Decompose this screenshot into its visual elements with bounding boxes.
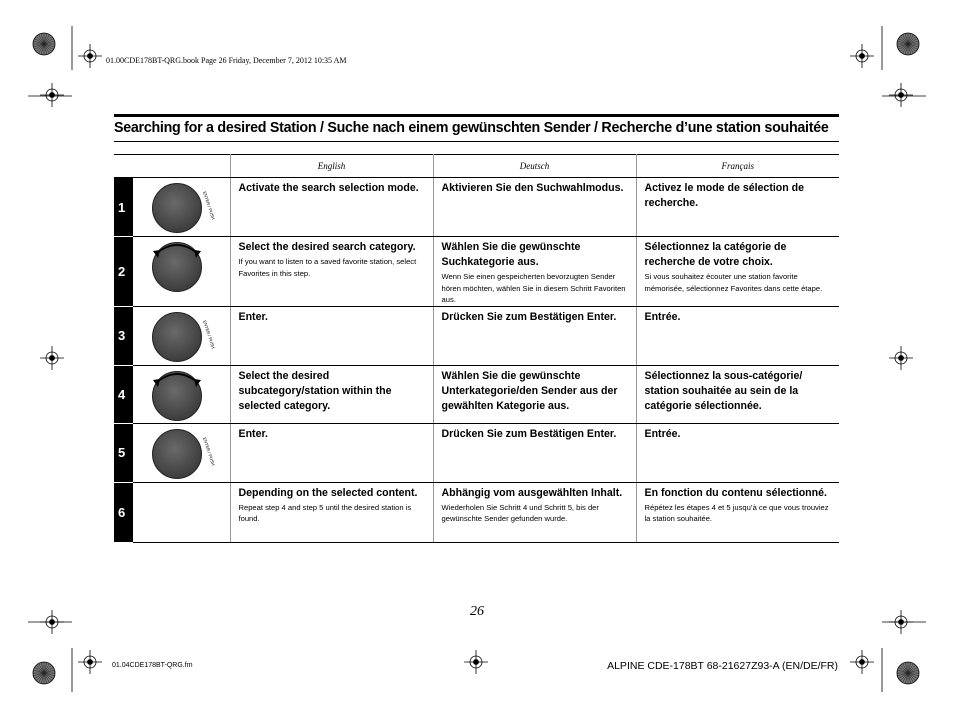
step-instruction: Activez le mode de sélection de recherche. xyxy=(644,182,805,209)
step-text-fr xyxy=(636,237,839,307)
step-instruction: Sélectionnez la sous-catégorie/ station souhaitée au sein de la catégorie sélectionnée. xyxy=(644,369,803,412)
step-text-en xyxy=(230,306,433,365)
step-instruction: Drücken Sie zum Bestätigen Enter. xyxy=(441,427,617,440)
registration-target-icon xyxy=(850,44,874,68)
header-num-cell xyxy=(114,155,133,178)
registration-target-icon xyxy=(464,650,488,674)
step-instruction: Enter. xyxy=(238,427,268,440)
column-header-francais: Français xyxy=(636,155,839,178)
step-text-de xyxy=(433,178,636,237)
registration-target-icon xyxy=(78,650,102,674)
step-text-fr xyxy=(636,178,839,237)
step-instruction: Sélectionnez la catégorie de recherche de votre choix. xyxy=(644,241,787,268)
step-text-en xyxy=(230,482,433,542)
step-note: Wenn Sie einen gespeicherten bevorzugten Sender hören möchten, wählen Sie in diesem Schritt Favoriten aus. xyxy=(441,272,626,304)
step-text-de xyxy=(433,423,636,482)
step-illustration xyxy=(133,423,230,482)
rotary-knob-press-icon xyxy=(147,311,219,363)
page-title: Searching for a desired Station / Suche nach einem gewünschten Sender / Recherche d’une station souhaitée xyxy=(114,119,829,136)
step-instruction: Select the desired search category. xyxy=(238,241,416,253)
step-instruction: Entrée. xyxy=(644,310,681,323)
color-registration-icon xyxy=(897,33,919,55)
rotary-knob-rotate-icon xyxy=(147,370,219,422)
column-header-english: English xyxy=(230,155,433,178)
step-note: Si vous souhaitez écouter une station favorite mémorisée, sélectionnez Favorites dans cette étape. xyxy=(644,272,823,293)
footer-filename: 01.04CDE178BT-QRG.fm xyxy=(112,662,193,669)
step-illustration xyxy=(133,365,230,423)
title-rule-bottom xyxy=(114,141,839,142)
step-instruction: Wählen Sie die gewünschte Suchkategorie aus. xyxy=(441,241,581,268)
step-text-en xyxy=(230,237,433,307)
knob-label: ENTER / PUSH xyxy=(202,319,216,349)
registration-target-icon xyxy=(78,44,102,68)
step-instruction: Select the desired subcategory/station within the selected category. xyxy=(238,369,392,412)
step-number: 5 xyxy=(114,423,133,482)
registration-target-icon xyxy=(889,83,913,107)
step-number: 4 xyxy=(114,365,133,423)
file-header: 01.00CDE178BT-QRG.book Page 26 Friday, December 7, 2012 10:35 AM xyxy=(106,56,347,65)
rotary-knob-press-icon xyxy=(147,182,219,234)
step-instruction: Depending on the selected content. xyxy=(238,486,418,499)
registration-target-icon xyxy=(40,83,64,107)
step-illustration xyxy=(133,237,230,307)
step-number: 6 xyxy=(114,482,133,542)
step-instruction: Abhängig vom ausgewählten Inhalt. xyxy=(441,486,623,499)
step-text-en xyxy=(230,365,433,423)
step-note: Wiederholen Sie Schritt 4 und Schritt 5, bis der gewünschte Sender gefunden wurde. xyxy=(441,502,599,523)
step-row xyxy=(114,237,839,307)
step-text-en xyxy=(230,423,433,482)
column-header-deutsch: Deutsch xyxy=(433,155,636,178)
knob-label: ENTER / PUSH xyxy=(202,436,216,466)
footer-product-code: ALPINE CDE-178BT 68-21627Z93-A (EN/DE/FR) xyxy=(607,660,838,672)
rotary-knob-rotate-icon xyxy=(147,241,219,293)
step-row xyxy=(114,482,839,542)
step-instruction: Enter. xyxy=(238,310,268,323)
step-number: 1 xyxy=(114,178,133,237)
step-instruction: Drücken Sie zum Bestätigen Enter. xyxy=(441,310,617,323)
registration-target-icon xyxy=(850,650,874,674)
step-number: 3 xyxy=(114,306,133,365)
steps-table xyxy=(114,154,839,543)
step-text-en xyxy=(230,178,433,237)
color-registration-icon xyxy=(33,33,55,55)
step-text-fr xyxy=(636,365,839,423)
step-number: 2 xyxy=(114,237,133,307)
step-row xyxy=(114,423,839,482)
header-image-cell xyxy=(133,155,230,178)
step-text-fr xyxy=(636,482,839,542)
color-registration-icon xyxy=(897,662,919,684)
step-row xyxy=(114,178,839,237)
step-text-fr xyxy=(636,306,839,365)
step-instruction: Wählen Sie die gewünschte Unterkategorie/den Sender aus der gewählten Kategorie aus. xyxy=(441,369,618,412)
rotary-knob-press-icon xyxy=(147,428,219,480)
step-instruction: En fonction du contenu sélectionné. xyxy=(644,486,827,499)
table-header-row xyxy=(114,155,839,178)
step-text-de xyxy=(433,306,636,365)
step-note: Repeat step 4 and step 5 until the desired station is found. xyxy=(238,502,412,523)
step-illustration xyxy=(133,482,230,542)
step-row xyxy=(114,306,839,365)
step-instruction: Aktivieren Sie den Suchwahlmodus. xyxy=(441,182,624,194)
step-illustration xyxy=(133,178,230,237)
step-text-de xyxy=(433,237,636,307)
step-illustration xyxy=(133,306,230,365)
page-number: 26 xyxy=(470,604,484,619)
knob-label: ENTER / PUSH xyxy=(202,190,216,221)
step-text-de xyxy=(433,482,636,542)
registration-target-icon xyxy=(40,346,64,370)
color-registration-icon xyxy=(33,662,55,684)
step-note: If you want to listen to a saved favorite station, select Favorites in this step. xyxy=(238,257,417,278)
step-instruction: Activate the search selection mode. xyxy=(238,182,419,194)
step-row xyxy=(114,365,839,423)
registration-target-icon xyxy=(889,346,913,370)
step-instruction: Entrée. xyxy=(644,427,681,440)
step-text-de xyxy=(433,365,636,423)
step-note: Répétez les étapes 4 et 5 jusqu’à ce que vous trouviez la station souhaitée. xyxy=(644,502,829,523)
step-text-fr xyxy=(636,423,839,482)
title-rule-top xyxy=(114,114,839,117)
